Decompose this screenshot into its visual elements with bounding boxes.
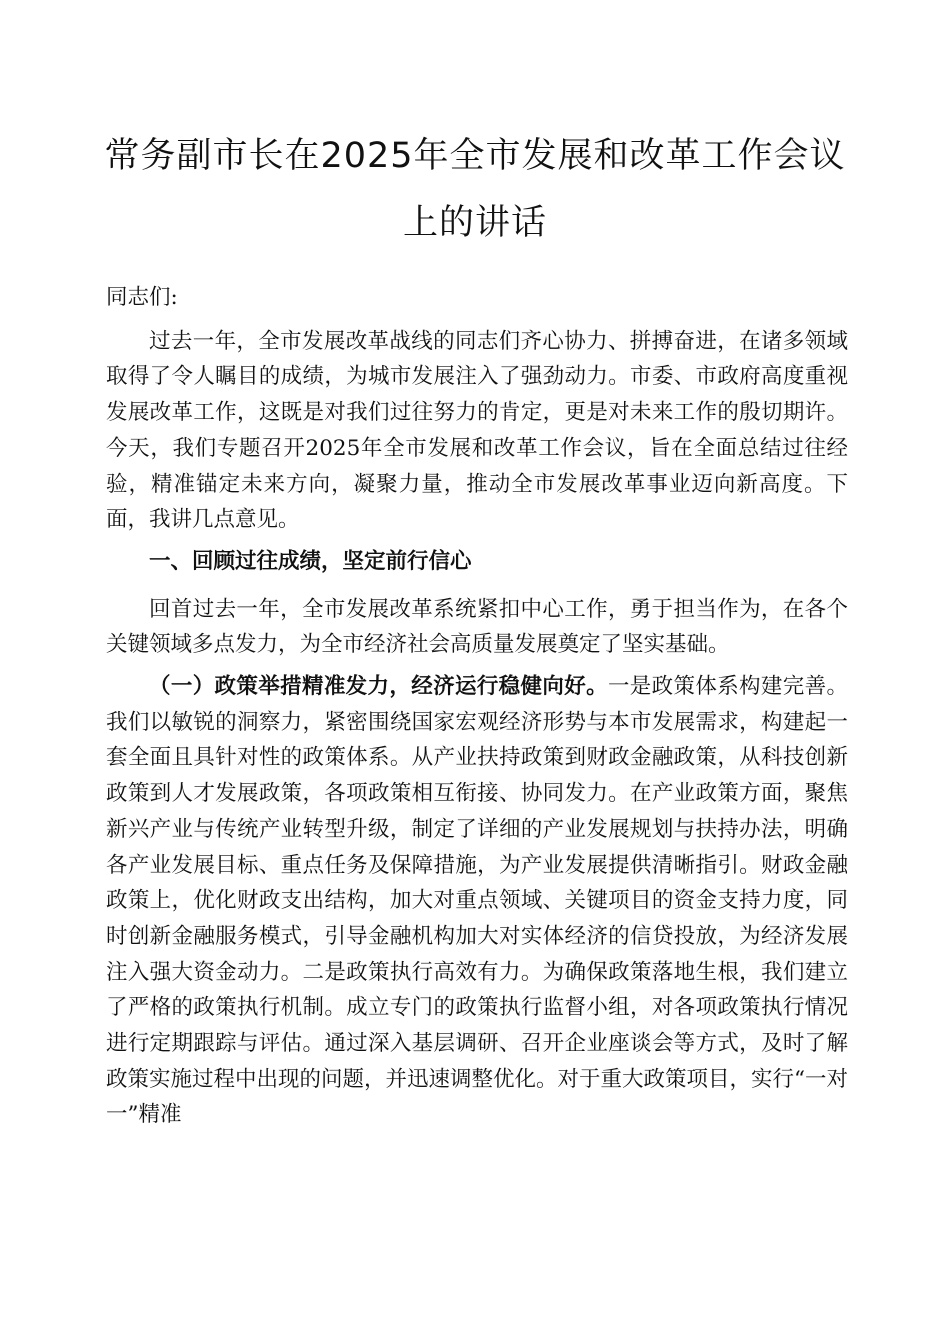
document-title-line-2: 上的讲话	[402, 203, 547, 243]
document-body	[106, 280, 848, 1133]
subsection-1-lead: （一）政策举措精准发力，经济运行稳健向好。	[149, 674, 608, 700]
section-1-heading: 一、回顾过往成绩，坚定前行信心	[149, 548, 472, 574]
salutation: 同志们:	[106, 285, 178, 310]
intro-paragraph: 过去一年，全市发展改革战线的同志们齐心协力、拼搏奋进，在诸多领域取得了令人瞩目的成绩，为城市发展注入了强劲动力。市委、市政府高度重视发展改革工作，这既是对我们过往努力的肯定，更是对未来工作的殷切期许。今天，我们专题召开2025年全市发展和改革工作会议，旨在全面总结过往经验，精准锚定未来方向，凝聚力量，推动全市发展改革事业迈向新高度。下面，我讲几点意见。	[106, 328, 848, 533]
document-title-line-1: 常务副市长在2025年全市发展和改革工作会议	[104, 136, 846, 176]
subsection-1-text: 一是政策体系构建完善。我们以敏锐的洞察力，紧密围绕国家宏观经济形势与本市发展需求，构建起一套全面且具针对性的政策体系。从产业扶持政策到财政金融政策，从科技创新政策到人才发展政策，各项政策相互衔接、协同发力。在产业政策方面，聚焦新兴产业与传统产业转型升级，制定了详细的产业发展规划与扶持办法，明确各产业发展目标、重点任务及保障措施，为产业发展提供清晰指引。财政金融政策上，优化财政支出结构，加大对重点领域、关键项目的资金支持力度，同时创新金融服务模式，引导金融机构加大对实体经济的信贷投放，为经济发展注入强大资金动力。二是政策执行高效有力。为确保政策落地生根，我们建立了严格的政策执行机制。成立专门的政策执行监督小组，对各项政策执行情况进行定期跟踪与评估。通过深入基层调研、召开企业座谈会等方式，及时了解政策实施过程中出现的问题，并迅速调整优化。对于重大政策项目，实行“一对一”精准	[106, 674, 848, 1128]
subsection-1-paragraph	[106, 669, 848, 1133]
section-1-paragraph: 回首过去一年，全市发展改革系统紧扣中心工作，勇于担当作为，在各个关键领域多点发力，为全市经济社会高质量发展奠定了坚实基础。	[106, 596, 848, 658]
